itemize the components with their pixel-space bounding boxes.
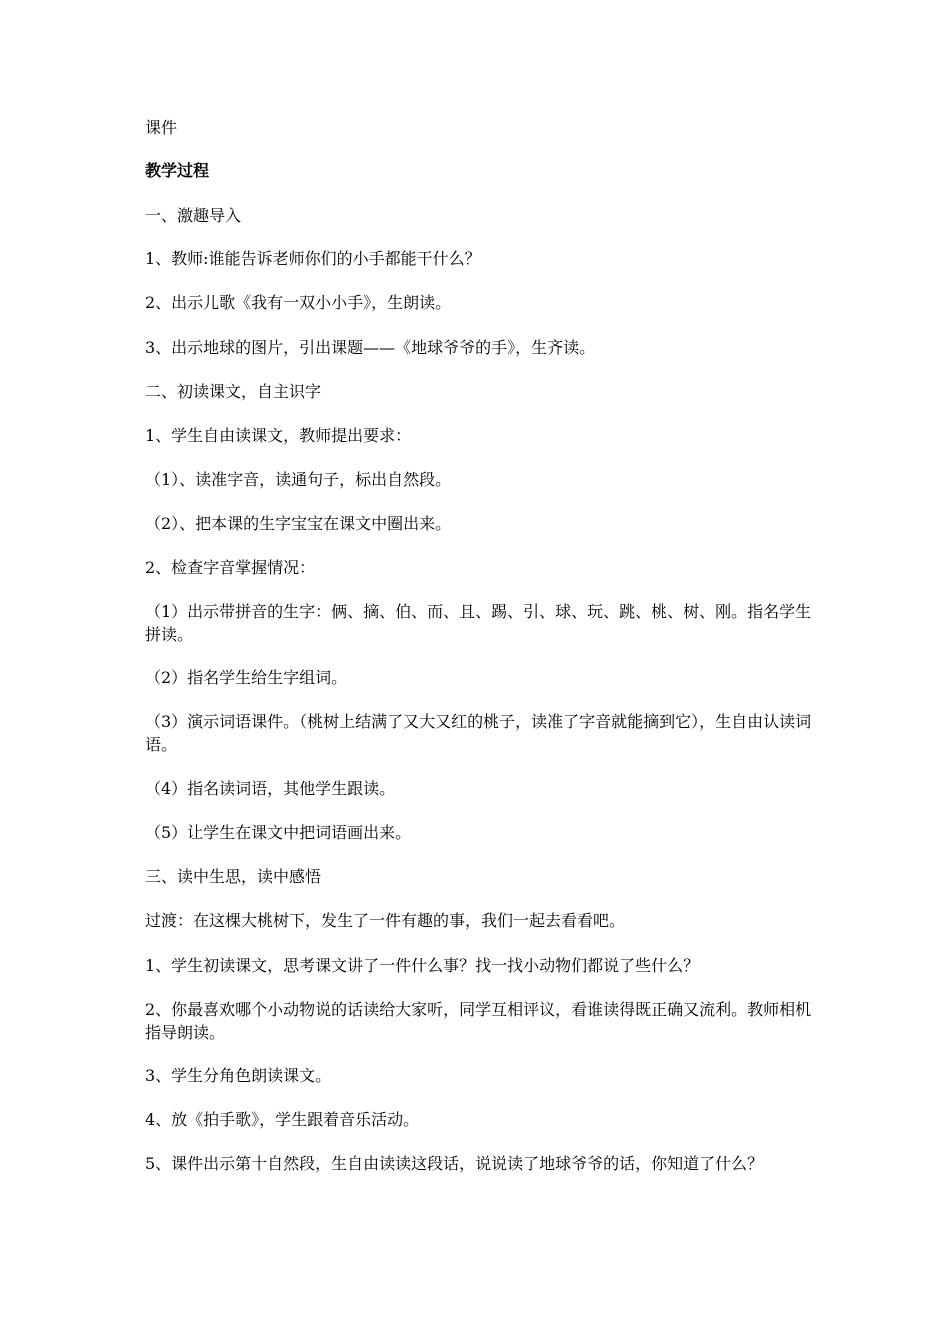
paragraph: 2、出示儿歌《我有一双小小手》，生朗读。 [145, 293, 452, 312]
paragraph: 过渡：在这棵大桃树下，发生了一件有趣的事，我们一起去看看吧。 [145, 911, 626, 930]
paragraph: 3、学生分角色朗读课文。 [145, 1066, 332, 1085]
paragraph: 3、出示地球的图片，引出课题——《地球爷爷的手》，生齐读。 [145, 338, 596, 357]
paragraph: 三、读中生思，读中感悟 [145, 867, 322, 886]
paragraph: 4、放《拍手歌》，学生跟着音乐活动。 [145, 1110, 420, 1129]
paragraph: （1）、读准字音，读通句子，标出自然段。 [145, 470, 452, 489]
paragraph: 2、你最喜欢哪个小动物说的话读给大家听，同学互相评议，看谁读得既正确又流利。教师相机指导朗读。 [145, 1000, 812, 1042]
paragraph: （4）指名读词语，其他学生跟读。 [145, 779, 396, 798]
paragraph: 2、检查字音掌握情况： [145, 558, 316, 577]
section-heading: 教学过程 [145, 161, 210, 180]
paragraph: 1、学生初读课文，思考课文讲了一件什么事？找一找小动物们都说了些什么？ [145, 956, 700, 975]
paragraph: （5）让学生在课文中把词语画出来。 [145, 823, 412, 842]
paragraph: 1、学生自由读课文，教师提出要求： [145, 426, 412, 445]
paragraph: （2）、把本课的生字宝宝在课文中圈出来。 [145, 514, 452, 533]
paragraph: （3）演示词语课件。（桃树上结满了又大又红的桃子，读准了字音就能摘到它），生自由认读词语。 [145, 712, 812, 754]
paragraph: 5、课件出示第十自然段，生自由读读这段话，说说读了地球爷爷的话，你知道了什么？ [145, 1154, 764, 1173]
top-label: 课件 [145, 118, 178, 137]
paragraph: （1）出示带拼音的生字：俩、摘、伯、而、且、踢、引、球、玩、跳、桃、树、刚。指名学生拼读。 [145, 602, 812, 644]
paragraph: 1、教师:谁能告诉老师你们的小手都能干什么？ [145, 249, 481, 268]
paragraph: 二、初读课文，自主识字 [145, 382, 322, 401]
paragraph: 一、激趣导入 [145, 206, 242, 225]
paragraph: （2）指名学生给生字组词。 [145, 668, 348, 687]
